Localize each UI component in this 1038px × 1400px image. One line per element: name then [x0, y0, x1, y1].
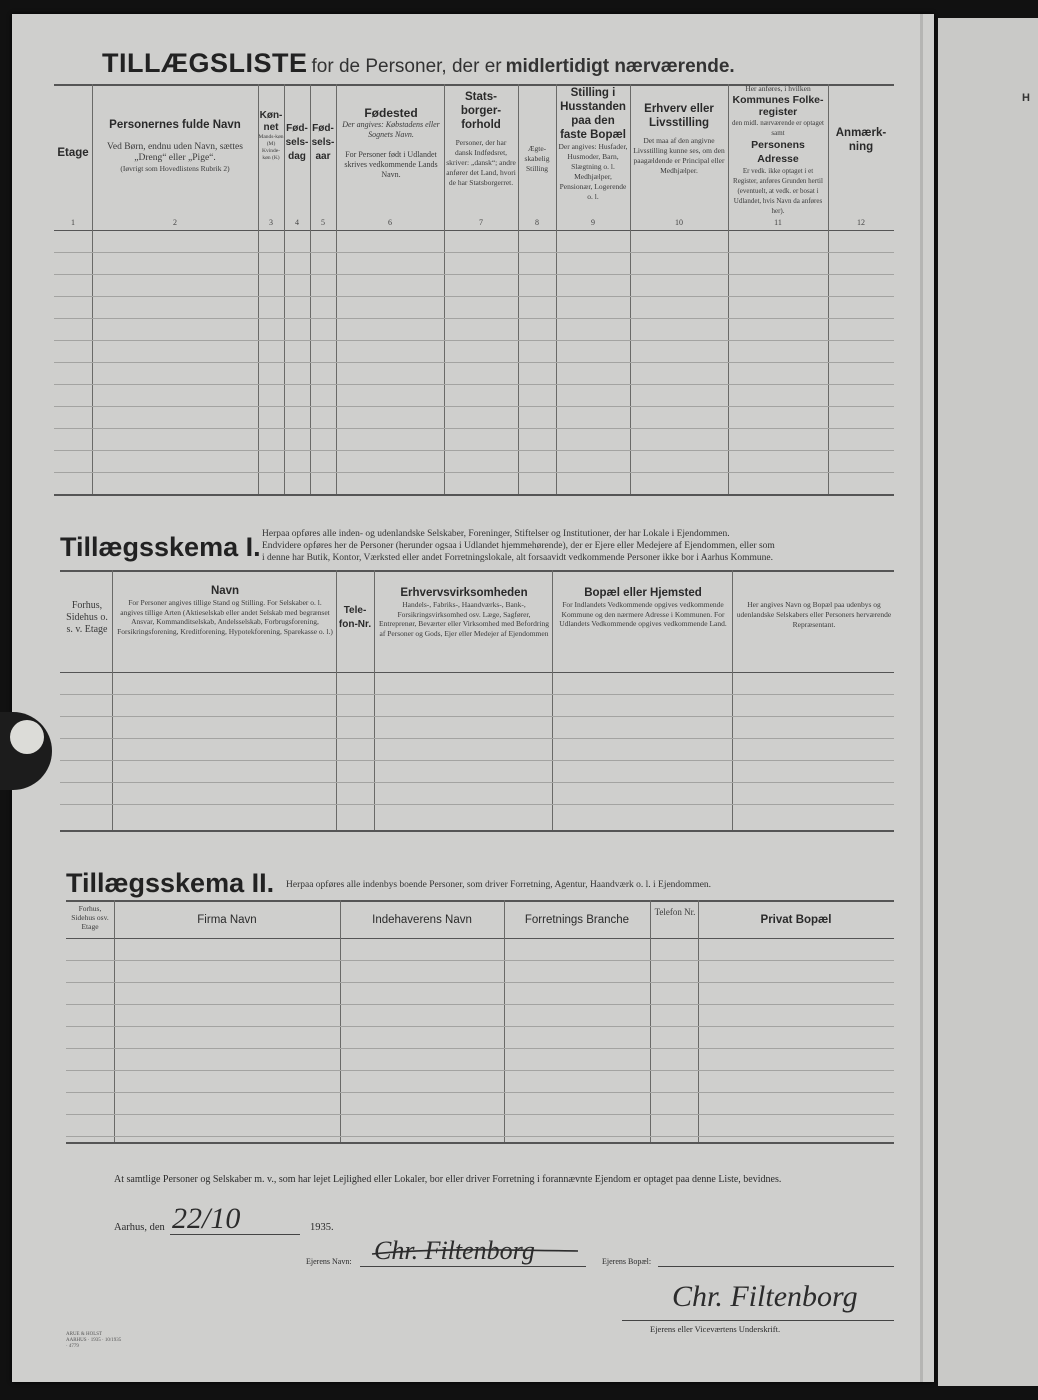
owner-name-label: Ejerens Navn: — [306, 1257, 352, 1266]
table-row-rule — [60, 716, 894, 717]
col-divider — [444, 84, 445, 494]
skema2-col-etage: Forhus, Sidehus osv. Etage — [71, 904, 109, 931]
table-row-rule — [60, 804, 894, 805]
census-form-page — [12, 14, 934, 1382]
table-row-rule — [60, 760, 894, 761]
col-anmaerkning-header: Anmærk-ning — [835, 127, 887, 153]
table-row-rule — [60, 738, 894, 739]
table-row-rule — [66, 960, 894, 961]
col-number: 11 — [774, 218, 782, 227]
table-row-rule — [66, 1114, 894, 1115]
col-navn-header: Personernes fulde Navn Ved Børn, endnu uden Navn, sættes „Dreng“ eller „Pige“. (Iøvrigt som Hovedlistens Rubrik 2) — [107, 119, 243, 173]
col-etage-header: Etage — [57, 147, 89, 159]
col-number: 2 — [173, 218, 177, 227]
skema1-header-rule — [60, 672, 894, 673]
table-row-rule — [60, 694, 894, 695]
signature-label: Ejerens eller Viceværtens Underskrift. — [650, 1324, 781, 1334]
skema2-col-branche: Forretnings Branche — [524, 914, 630, 926]
skema1-intro: Herpaa opføres alle inden- og udenlandske Selskaber, Foreninger, Stiftelser og Institutioner, der har Lokale i Ejendommen. Endvidere opføres her de Personer (herunder ogsaa i Udlandet hjemmehørende), der er Ejere eller Medejere af Ejendommen, eller som i denne har Butik, Kontor, Værksted eller andet Forretningslokale, alt forsaavidt vedkommende Personer ikke bor i Aarhus Kommune. — [262, 529, 775, 563]
table-row-rule — [54, 428, 894, 429]
table-row-rule — [66, 1048, 894, 1049]
handwritten-date: 22/10 — [172, 1202, 241, 1235]
col-number: 4 — [295, 218, 299, 227]
owner-address-label: Ejerens Bopæl: — [602, 1257, 652, 1266]
col-divider — [698, 900, 699, 1142]
col-number: 12 — [857, 218, 865, 227]
col-number: 7 — [479, 218, 483, 227]
col-divider — [732, 570, 733, 830]
table-row-rule — [54, 362, 894, 363]
table-row-rule — [54, 274, 894, 275]
col-statsborger-header: Stats-borger-forhold Personer, der har dansk Indfødsret, skriver: „dansk“; andre anfører det Land, hvori de har Statsborgerret. — [446, 91, 516, 187]
col-erhverv-header: Erhverv eller Livsstilling Det maa af den angivne Livsstilling kunne ses, om den paagældende er Principal eller Medhjælper. — [633, 103, 725, 175]
skema1-col-etage: Forhus, Sidehus o. s. v. Etage — [66, 600, 108, 635]
skema1-top-rule — [60, 570, 894, 572]
main-table-bottom-rule — [54, 494, 894, 496]
col-divider — [374, 570, 375, 830]
owner-name-line — [360, 1266, 586, 1267]
skema2-intro: Herpaa opføres alle indenbys boende Personer, som driver Forretning, Agentur, Haandværk o. l. i Ejendommen. — [286, 880, 712, 890]
owner-signature: Chr. Filtenborg — [374, 1236, 535, 1265]
col-aegteskab-header: Ægte-skabelig Stilling — [524, 144, 550, 173]
col-foedselsdag-header: Fød-sels-dag — [285, 123, 309, 162]
table-row-rule — [54, 252, 894, 253]
table-row-rule — [60, 782, 894, 783]
col-koen-header: Køn-net Mands-køn (M) Kvinde-køn (K) — [258, 110, 284, 161]
col-divider — [552, 570, 553, 830]
table-row-rule — [66, 1070, 894, 1071]
col-number: 9 — [591, 218, 595, 227]
title-middle: for de Personer, der er — [311, 56, 502, 77]
col-divider — [650, 900, 651, 1142]
skema2-col-firma: Firma Navn — [197, 914, 257, 926]
col-number: 10 — [675, 218, 683, 227]
col-divider — [630, 84, 631, 494]
year: 1935. — [310, 1222, 334, 1233]
declaration-text: At samtlige Personer og Selskaber m. v., som har lejet Lejlighed eller Lokaler, bor eller driver Forretning i forannævnte Ejendom er optaget paa denne Liste, bevidnes. — [114, 1174, 782, 1185]
table-row-rule — [66, 1026, 894, 1027]
strikethrough-mark — [370, 1246, 580, 1258]
skema2-bottom-rule — [66, 1142, 894, 1144]
table-row-rule — [54, 340, 894, 341]
table-row-rule — [54, 406, 894, 407]
col-divider — [92, 84, 93, 494]
title-bold: TILLÆGSLISTE — [102, 48, 308, 78]
table-row-rule — [54, 318, 894, 319]
skema1-title: Tillægsskema I. — [60, 532, 261, 562]
col-divider — [728, 84, 729, 494]
skema1-col-erhverv: Erhvervsvirksomheden Handels-, Fabriks-, Haandværks-, Bank-, Forsikringsvirksomhed osv. Læge, Sagfører, Entreprenør, Beværter eller Virksomhed med Befordring af Personer og Gods, Ejer eller Medejer af Ejendommen — [379, 587, 549, 638]
table-row-rule — [54, 384, 894, 385]
skema1-col-telefon: Tele-fon-Nr. — [338, 605, 372, 630]
col-foedested-header: Fødested Der angives: Købstadens eller Sognets Navn. For Personer født i Udlandet skrives vedkommende Lands Navn. — [342, 106, 440, 179]
table-row-rule — [66, 982, 894, 983]
col-divider — [504, 900, 505, 1142]
col-foedselsaar-header: Fød-sels-aar — [311, 123, 335, 162]
table-row-rule — [66, 1136, 894, 1137]
table-row-rule — [54, 296, 894, 297]
col-folkeregister-header: Her anføres, i hvilken Kommunes Folke-register den midl. nærværende er optaget samt Personens Adresse Er vedk. ikke optaget i et Register, anføres Grunden hertil (eventuelt, at vedk. er bosat i Udlandet, hvis Navn da anføres her). — [732, 84, 824, 215]
form-title — [102, 48, 735, 79]
col-number: 5 — [321, 218, 325, 227]
col-number: 3 — [269, 218, 273, 227]
col-divider — [336, 84, 337, 494]
page-fold — [920, 14, 923, 1382]
col-divider — [556, 84, 557, 494]
col-number: 6 — [388, 218, 392, 227]
skema2-title: Tillægsskema II. — [66, 868, 275, 898]
skema2-col-telefon: Telefon Nr. — [654, 907, 696, 917]
printer-mark: ARUE & HOLST AARHUS · 1935 · 10/1935 · 4779 — [66, 1332, 122, 1349]
signature-line — [622, 1320, 894, 1321]
skema1-col-navn: Navn For Personer angives tillige Stand og Stilling. For Selskaber o. l. angives tillige Arten (Aktieselskab eller andet Selskab med begrænset Ansvar, Kommanditselskab, Andelsselskab, Forbrugsforening, Forsikringsforening, Kreditforening, Hypotekforening, Sparekasse o. l.) — [117, 585, 333, 636]
skema1-col-bopael: Bopæl eller Hjemsted For Indlandets Vedkommende opgives vedkommende Kommune og den nærmere Adresse i Kommunen. For Udlandets Vedkommende opgives vedkommende Land. — [559, 587, 727, 628]
table-row-rule — [66, 1092, 894, 1093]
handwritten-signature: Chr. Filtenborg — [672, 1280, 858, 1313]
table-row-rule — [54, 450, 894, 451]
city-date-prefix: Aarhus, den — [114, 1222, 165, 1233]
col-number: 8 — [535, 218, 539, 227]
col-divider — [340, 900, 341, 1142]
skema2-top-rule — [66, 900, 894, 902]
col-divider — [112, 570, 113, 830]
skema2-col-bopael: Privat Bopæl — [760, 914, 832, 926]
title-end: midlertidigt nærværende. — [505, 56, 735, 77]
main-table-header-rule — [54, 230, 894, 231]
col-divider — [114, 900, 115, 1142]
table-row-rule — [66, 1004, 894, 1005]
skema1-bottom-rule — [60, 830, 894, 832]
adjacent-page-edge — [938, 18, 1038, 1386]
col-number: 1 — [71, 218, 75, 227]
adjacent-page-letter: H — [1022, 92, 1030, 104]
skema2-col-indehaver: Indehaverens Navn — [372, 914, 472, 926]
owner-address-line — [658, 1266, 894, 1267]
table-row-rule — [54, 472, 894, 473]
skema1-col-repraesentant: Her angives Navn og Bopæl paa udenbys og udenlandske Selskabers eller Personers herværende Repræsentant. — [736, 600, 892, 629]
col-stilling-header: Stilling i Husstanden paa den faste Bopæl Der angives: Husfader, Husmoder, Barn, Slægtning o. l. Medhjælper, Pensionær, Logerende o. l. — [558, 87, 628, 201]
skema2-header-rule — [66, 938, 894, 939]
